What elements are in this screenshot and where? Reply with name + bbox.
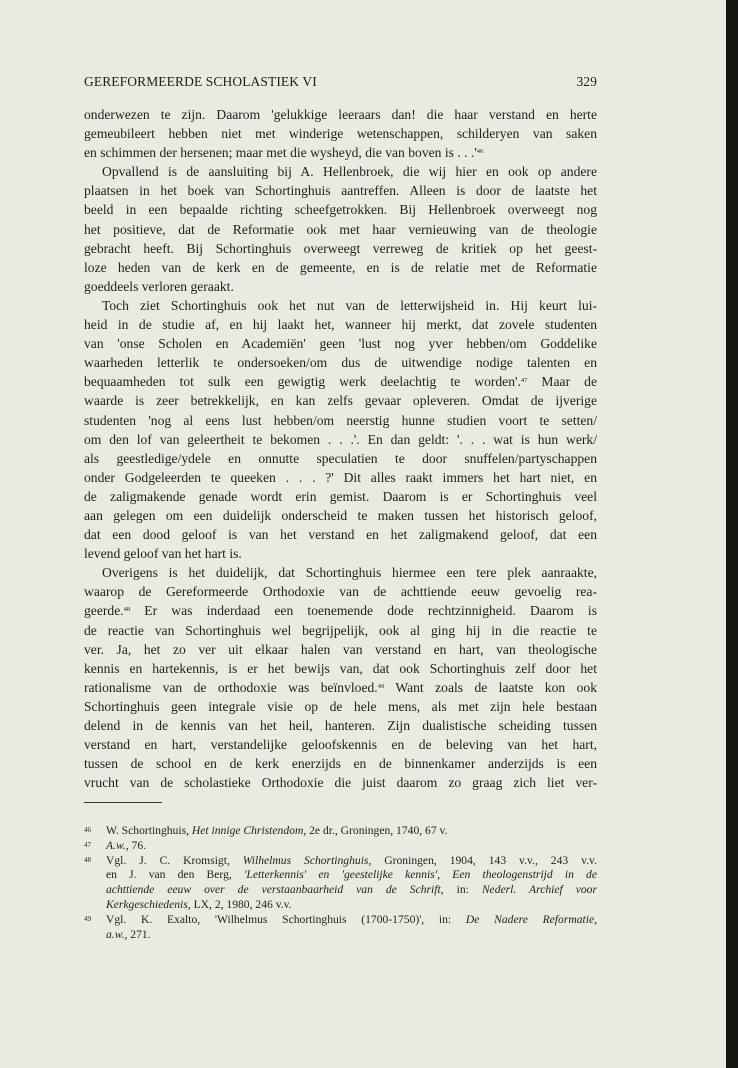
footnote-number: 48 <box>84 855 91 864</box>
text-line: waarde is zeer betrekkelijk, en kan zelfs gevaar opleveren. Omdat de ijverige <box>84 393 597 409</box>
text-line: kennis en hartekennis, is er het bewijs van, dat ook Schortinghuis zelf door het <box>84 660 597 676</box>
footnote-ref: 49 <box>377 682 385 690</box>
text-line: de zaligmakende genade wordt erin gemist. Daarom is er Schortinghuis veel <box>84 488 597 504</box>
text-line: Overigens is het duidelijk, dat Schortinghuis hiermee een tere plek aanraakte, <box>102 565 597 581</box>
text-line: Opvallend is de aansluiting bij A. Hellenbroek, die wij hier en ook op andere <box>102 164 597 180</box>
text-line: goeddeels verloren geraakt. <box>84 278 234 294</box>
running-header <box>84 74 597 94</box>
text-line: studenten 'nog al eens lust hebben/om neerstig hunne studien voort te setten/ <box>84 412 597 428</box>
text-line: plaatsen in het boek van Schortinghuis aantreffen. Alleen is door de laatste het <box>84 183 597 199</box>
footnote-separator <box>84 802 162 803</box>
footnote-number: 49 <box>84 914 91 923</box>
footnote-47: 47 A.w., 76. <box>84 838 147 852</box>
footnote-48: 48 Vgl. J. C. Kromsigt, Wilhelmus Schortinghuis, Groningen, 1904, 143 v.v., 243 v.v. en J. van den Berg, 'Letterkennis' en 'geestelijke kennis', Een theologenstrijd in de achttiende eeuw over de verstaanbaarheid van de Schrift, in: Nederl. Archief voor Kerkgeschiedenis, LX, 2, 1980, 246 v.v. <box>84 853 597 911</box>
text-line: Schortinghuis geen integrale visie op de hele mens, als met zijn hele bestaan <box>84 698 597 714</box>
text-line: rationalisme van de orthodoxie was beïnvloed.$^{49}$ Want zoals de laatste kon ook <box>84 679 597 695</box>
text-line: onder Godgeleerden te queeken . . . ?' Dit alles raakt immers het hart niet, en <box>84 469 597 485</box>
running-title: GEREFORMEERDE SCHOLASTIEK VI <box>84 74 317 89</box>
text-line: onderwezen te zijn. Daarom 'gelukkige leeraars dan! die haar verstand en herte <box>84 107 597 122</box>
text-line: waarop de Gereformeerde Orthodoxie van de achttiende eeuw gevoelig rea- <box>84 584 597 600</box>
text-line: en schimmen der hersenen; maar met die wysheyd, die van boven is . . $.'^{46}$ <box>84 145 484 161</box>
text-line: delend in de kennis van het heil, hanteren. Zijn dualistische scheiding tussen <box>84 718 597 733</box>
text-line: loze heden van de kerk en de gemeente, en is de relatie met de Reformatie <box>84 259 597 275</box>
text-line: heid in de studie af, en hij laakt het, wanneer hij merkt, dat zovele studenten <box>84 317 597 333</box>
footnote-49: 49 Vgl. K. Exalto, 'Wilhelmus Schortinghuis (1700-1750)', in: De Nadere Reformatie, a.w., 271. <box>84 912 597 941</box>
text-line: gebracht heeft. Bij Schortinghuis overweegt verreweg de kritiek op het geest- <box>84 240 597 256</box>
text-line: het positieve, dat de Reformatie ook met haar vernieuwing van de theologie <box>84 221 597 237</box>
text-line: geerde.$^{48}$ Er was inderdaad een toenemende dode rechtzinnigheid. Daarom is <box>84 603 597 619</box>
text-line: dat een dood geloof is van het verstand en het zaligmakend geloof, dat een <box>84 527 597 543</box>
text-line: levend geloof van het hart is. <box>84 546 242 562</box>
text-line: van 'onse Scholen en Academiën' geen 'lust nog yver hebben/om Goddelike <box>84 336 597 352</box>
text-line: Toch ziet Schortinghuis ook het nut van de letterwijsheid in. Hij keurt lui- <box>102 297 597 313</box>
text-line: verstand en hart, verstandelijke geloofskennis en de beleving van het hart, <box>84 737 597 753</box>
footnote-ref: 48 <box>123 606 131 614</box>
text-line: de reactie van Schortinghuis wel begrijpelijk, ook al ging hij in die reactie te <box>84 622 597 638</box>
text-line: beeld in een bepaalde richting scheefgetrokken. Bij Hellenbroek overweegt nog <box>84 202 597 218</box>
text-line: waarheden letterlik te ondersoeken/om dus de uitwendige nodige talenten en <box>84 355 597 371</box>
text-line: om den lof van geleertheit te bekomen . . .'. En dan geldt: '. . . wat is hun werk/ <box>84 431 597 447</box>
footnote-ref: 47 <box>520 377 528 385</box>
text-line: aan gelegen om een duidelijk onderscheid te maken tussen het historisch geloof, <box>84 507 597 523</box>
text-line: ver. Ja, het zo ver uit elkaar halen van verstand en hart, van theologische <box>84 641 597 657</box>
footnote-number: 46 <box>84 826 91 834</box>
footnote-ref: 46 <box>476 148 484 156</box>
page-number: 329 <box>576 74 597 89</box>
footnotes <box>84 824 597 942</box>
footnote-number: 47 <box>84 840 91 849</box>
text-line: tussen de school en de kerk enerzijds en de binnenkamer anderzijds is een <box>84 756 597 772</box>
scan-edge <box>726 0 738 1068</box>
body-text <box>84 105 597 792</box>
text-line: bequaamheden tot sulk een gewigtig werk deelachtig te worden'.$^{47}$ Maar de <box>84 374 597 390</box>
footnote-46: 46 W. Schortinghuis, Het innige Christendom, 2e dr., Groningen, 1740, 67 v. <box>84 824 448 837</box>
text-line: vrucht van de scholastieke Orthodoxie die juist daarom zo graag zich liet ver- <box>84 775 597 791</box>
text-line: gemeubileert hebben niet met winderige wetenschappen, schilderyen van saken <box>84 126 597 142</box>
text-line: als geestledige/ydele en onnutte speculatien te door snuffelen/partyschappen <box>84 450 597 466</box>
